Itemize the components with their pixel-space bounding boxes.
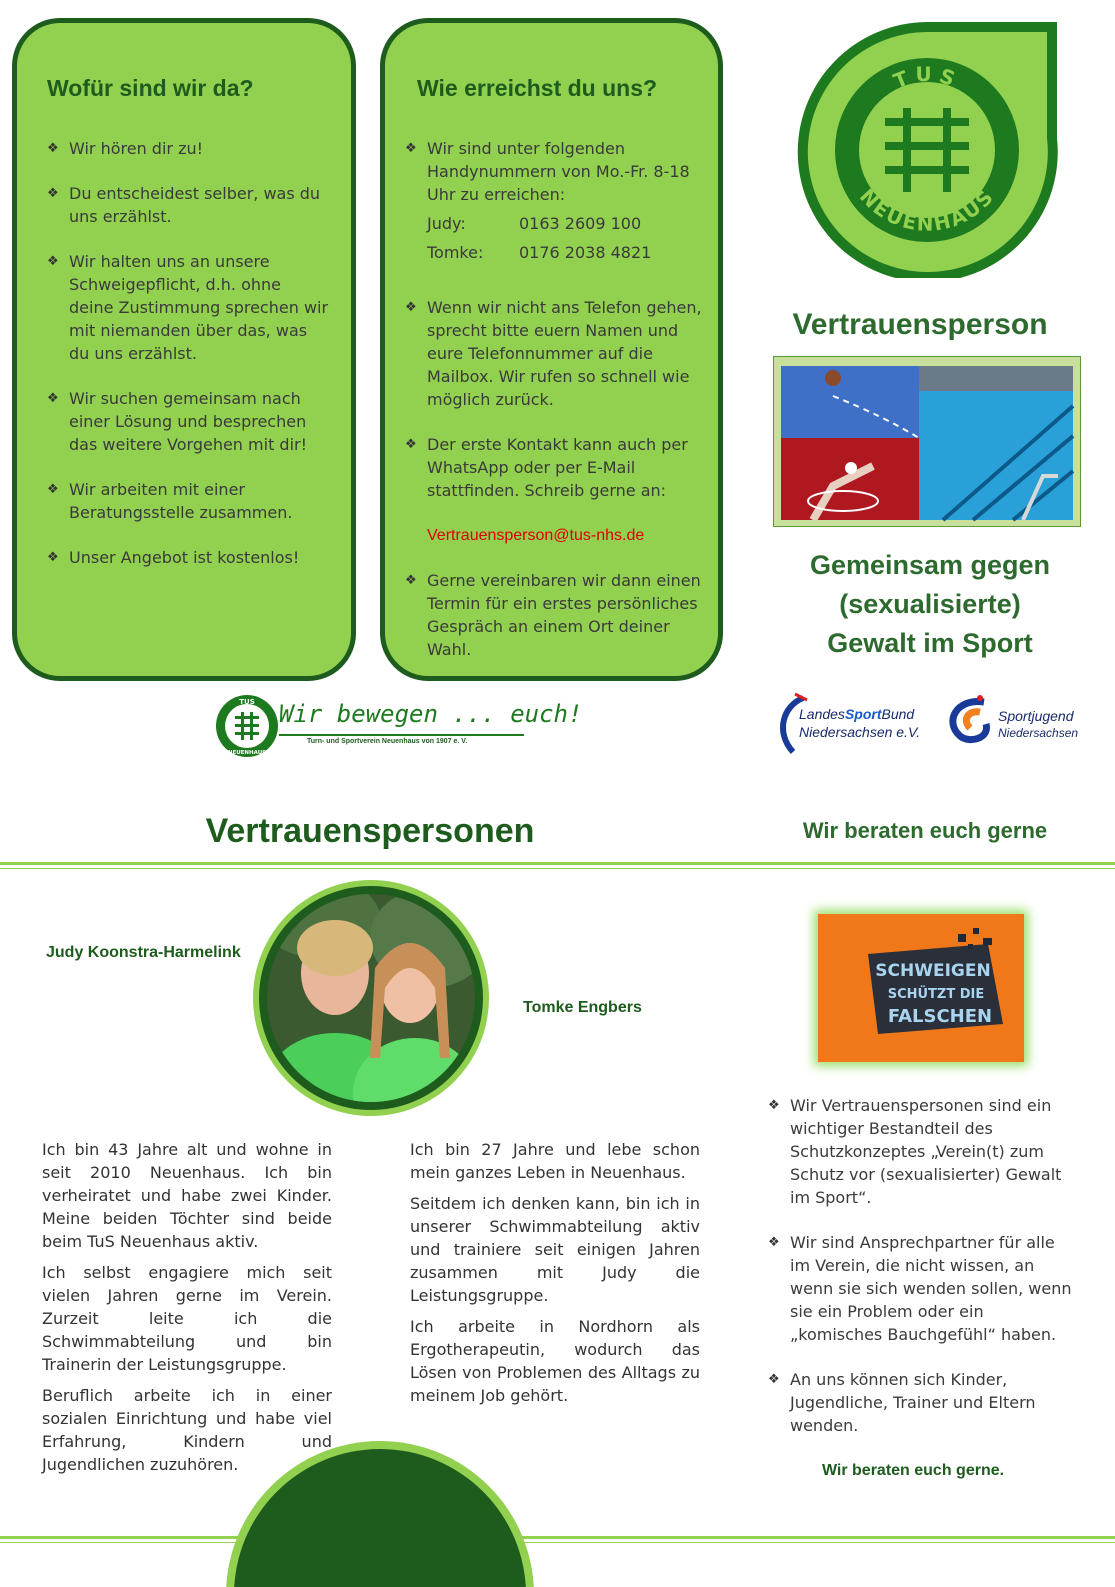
lsb-line1 xyxy=(799,706,914,722)
box-title: Wie erreichst du uns? xyxy=(417,75,658,101)
schweigen-poster xyxy=(818,914,1024,1062)
closing-text: Wir beraten euch gerne. xyxy=(821,1462,1005,1479)
slogan-text: Wir bewegen ... euch! xyxy=(279,700,583,728)
phone-name: Judy: xyxy=(427,214,466,233)
lsb-word-bund: Bund xyxy=(881,706,915,722)
bio-paragraph: Beruflich arbeite ich in einer sozialen Einrichtung und habe viel Erfahrung, Kindern und Jugendlichen zuzuhören. xyxy=(42,1386,332,1474)
bio-paragraph: Ich arbeite in Nordhorn als Ergotherapeutin, wodurch das Lösen von Problemen des Alltags zu meinem Job gehört. xyxy=(410,1317,700,1405)
list-item: ❖ Wir suchen gemeinsam nach einer Lösung und besprechen das weitere Vorgehen mit dir! xyxy=(47,387,329,456)
subtitle-line: Gemeinsam gegen xyxy=(809,550,1051,580)
list-item xyxy=(405,137,705,264)
poster-graphic xyxy=(818,914,1024,1062)
badge-text-bottom: NEUENHAUS xyxy=(227,750,267,756)
cover-title: Vertrauensperson xyxy=(792,308,1048,341)
list-item: ❖ Gerne vereinbaren wir dann einen Termin für ein erstes persönliches Gespräch an einem Ort deiner Wahl. xyxy=(405,569,705,661)
phone-row-tomke xyxy=(405,241,705,264)
list-item: ❖ An uns können sich Kinder, Jugendliche, Trainer und Eltern wenden. xyxy=(768,1368,1078,1437)
phone-number[interactable]: 0176 2038 4821 xyxy=(519,243,652,262)
sportjugend-logo xyxy=(940,692,1085,756)
phone-name: Tomke: xyxy=(427,243,484,262)
landessportbund-logo xyxy=(773,692,933,756)
subtitle-line: (sexualisierte) xyxy=(839,589,1021,619)
lsb-word-sport: Sport xyxy=(844,706,882,722)
lsb-line2: Niedersachsen e.V. xyxy=(799,724,921,740)
phone-row-judy xyxy=(405,212,705,235)
list-item xyxy=(405,433,705,547)
subtitle-line: Gewalt im Sport xyxy=(827,628,1033,658)
slogan-underline xyxy=(279,734,524,736)
bio-paragraph: Ich selbst engagiere mich seit vielen Jahren gerne im Verein. Zurzeit leite ich die Schwimmabteilung und bin Trainerin der Leistungsgruppe. xyxy=(42,1263,332,1374)
right-heading: Wir beraten euch gerne xyxy=(802,818,1048,843)
divider-line-thin xyxy=(0,868,1115,869)
tomke-bio xyxy=(410,1138,700,1415)
right-list xyxy=(768,1094,1078,1459)
logo-text-bottom: NEUENHAUS xyxy=(854,183,999,236)
judy-bio xyxy=(42,1138,332,1484)
list-item: ❖ Du entscheidest selber, was du uns erzählst. xyxy=(47,182,329,228)
sj-line2: Niedersachsen xyxy=(998,726,1079,740)
box-title: Wofür sind wir da? xyxy=(47,75,254,101)
phone-intro: Wir sind unter folgenden Handynummern von Mo.-Fr. 8-18 Uhr zu erreichen: xyxy=(427,139,690,204)
divider-line xyxy=(0,862,1115,865)
phone-number[interactable]: 0163 2609 100 xyxy=(519,214,642,233)
sj-line1: Sportjugend xyxy=(998,708,1074,724)
list-item: ❖ Wir Vertrauenspersonen sind ein wichtiger Bestandteil des Schutzkonzeptes „Verein(t) zum Schutz vor (sexualisierter) Gewalt im Sport“. xyxy=(768,1094,1078,1209)
bottom-line-thin xyxy=(0,1542,1115,1543)
lsb-word-landes: Landes xyxy=(799,706,845,722)
list-item: ❖ Unser Angebot ist kostenlos! xyxy=(47,546,329,569)
badge-text-top: TUS xyxy=(239,698,255,706)
slogan-sub: Turn- und Sportverein Neuenhaus von 1907 e. V. xyxy=(307,738,468,745)
sports-collage-image xyxy=(773,356,1081,527)
contact-list xyxy=(405,137,705,683)
tus-neuenhaus-logo xyxy=(795,18,1065,278)
poster-line: FALSCHEN xyxy=(887,1006,993,1027)
bottom-semicircle xyxy=(225,1440,535,1587)
list-item: ❖ Wir sind Ansprechpartner für alle im Verein, die nicht wissen, an wenn sie sich wenden sollen, wenn sie ein Problem oder ein „komisches Bauchgefühl“ haben. xyxy=(768,1231,1078,1346)
poster-line: SCHÜTZT DIE xyxy=(887,987,985,1002)
bio-paragraph: Ich bin 27 Jahre und lebe schon mein ganzes Leben in Neuenhaus. xyxy=(410,1140,700,1182)
info-box-contact xyxy=(380,18,723,681)
cover-subtitle xyxy=(770,546,1090,663)
tus-badge-icon xyxy=(215,694,279,758)
bottom-line xyxy=(0,1536,1115,1539)
bio-paragraph: Seitdem ich denken kann, bin ich in unserer Schwimmabteilung aktiv und trainiere seit einigen Jahren zusammen mit Judy die Leistungsgruppe. xyxy=(410,1194,700,1305)
list-item: ❖ Wir hören dir zu! xyxy=(47,137,329,160)
list-item: ❖ Wir arbeiten mit einer Beratungsstelle zusammen. xyxy=(47,478,329,524)
portrait-photo xyxy=(250,878,492,1118)
person-name: Tomke Engbers xyxy=(523,999,642,1016)
sj-swoosh-icon xyxy=(940,692,996,756)
info-box-purpose xyxy=(12,18,356,681)
whatsapp-text: Der erste Kontakt kann auch per WhatsApp oder per E-Mail stattfinden. Schreib gerne an: xyxy=(427,435,688,500)
list-item: ❖ Wenn wir nicht ans Telefon gehen, sprecht bitte euern Namen und eure Telefonnummer auf die Mailbox. Wir rufen so schnell wie möglich zurück. xyxy=(405,296,705,411)
poster-line: SCHWEIGEN xyxy=(875,961,991,981)
email-link[interactable]: Vertrauensperson@tus-nhs.de xyxy=(427,527,645,544)
person-name: Judy Koonstra-Harmelink xyxy=(46,944,241,961)
bio-paragraph: Ich bin 43 Jahre alt und wohne in seit 2010 Neuenhaus. Ich bin verheiratet und habe zwei Kinder. Meine beiden Töchter sind beide beim TuS Neuenhaus aktiv. xyxy=(42,1140,332,1251)
slogan-logo xyxy=(215,694,583,758)
purpose-list xyxy=(47,137,329,591)
logo-text-top: TUS xyxy=(890,61,964,94)
list-item: ❖ Wir halten uns an unsere Schweigepflicht, d.h. ohne deine Zustimmung sprechen wir mit niemanden über das, was du uns erzählst. xyxy=(47,250,329,365)
section-heading: Vertrauenspersonen xyxy=(205,812,535,850)
